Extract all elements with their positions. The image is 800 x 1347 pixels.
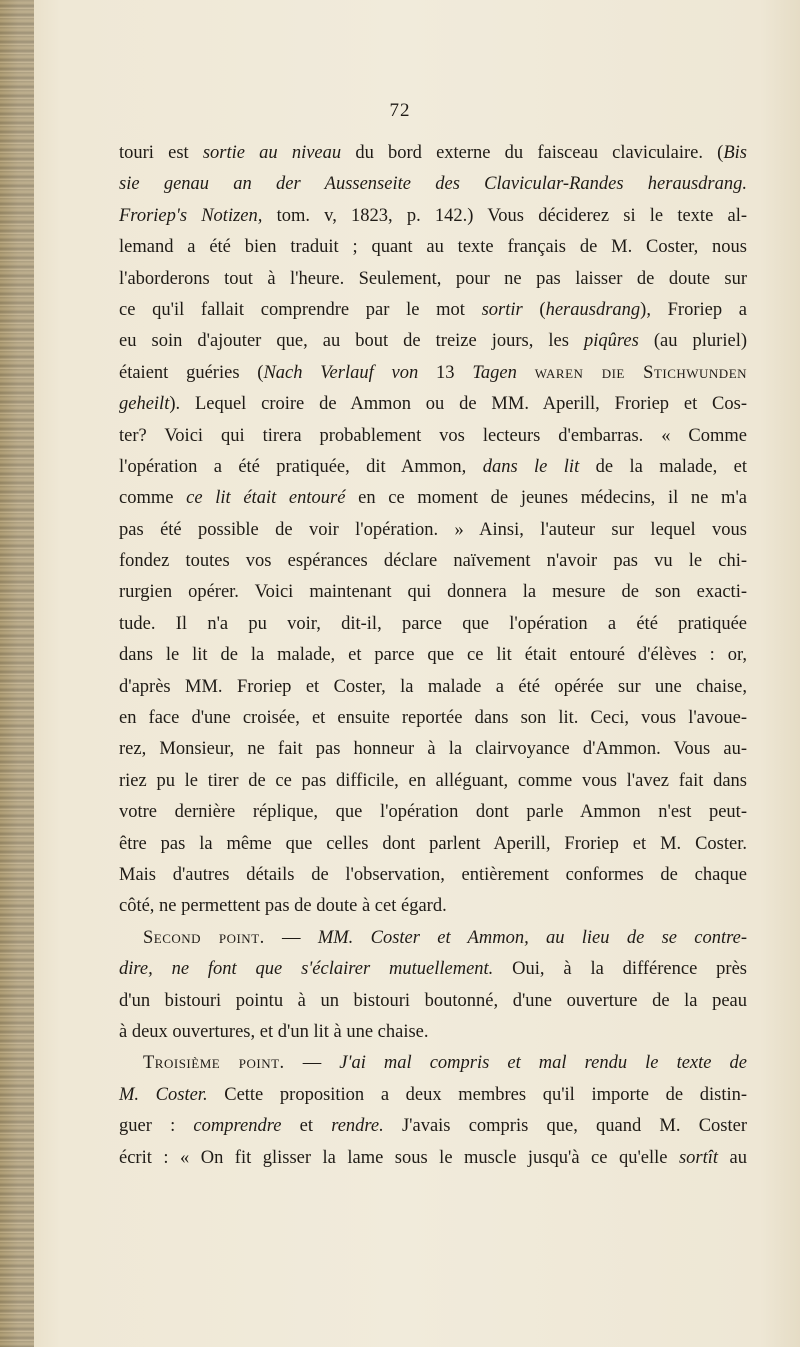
text-line [119,1111,747,1142]
text-span: étaient guéries ( [119,362,264,383]
text-span: d'un bistouri pointu à un bistouri boutonné, d'une ouverture de la peau [119,990,747,1011]
text-line [119,1080,747,1111]
page-number: 72 [389,100,411,121]
text-span: et [281,1116,332,1137]
text-line [119,232,747,263]
text-span [517,363,535,383]
text-line [119,829,747,860]
text-span: de la malade, et [579,456,747,477]
text-span: en ce moment de jeunes médecins, il ne m'a [345,488,747,509]
text-line [119,1048,747,1079]
text-line [119,358,747,389]
text-span: ), Froriep a [640,299,747,320]
text-line [119,326,747,357]
italic-span: sortir [481,299,523,320]
text-line [119,546,747,577]
text-line [119,295,747,326]
text-line [119,264,747,295]
italic-span: Bis [723,143,747,163]
italic-span: Tagen [472,362,517,383]
text-span: à deux ouvertures, et d'un lit à une chaise. [119,1021,429,1042]
text-span: l'opération a été pratiquée, dit Ammon, [119,456,483,477]
text-span: ce qu'il fallait comprendre par le mot [119,299,482,320]
text-line [119,1017,747,1048]
text-span: être pas la même que celles dont parlent Aperill, Froriep et M. Coster. [119,833,747,854]
italic-span: ce lit était entouré [186,488,346,509]
text-span: rez, Monsieur, ne fait pas honneur à la clairvoyance d'Ammon. Vous au- [119,739,747,760]
text-line [119,515,747,546]
text-span: Oui, à la différence près [493,959,747,980]
text-span: fondez toutes vos espérances déclare naïvement n'avoir pas vu le chi- [119,551,747,572]
page-gutter-edge [0,0,34,1347]
text-line [119,986,747,1017]
italic-span: piqûres [584,331,639,352]
text-span: — [264,927,318,948]
text-span: ( [522,299,546,320]
text-line [119,169,747,200]
text-span: Cette proposition a deux membres qu'il importe de distin- [207,1084,748,1105]
text-line [119,201,747,232]
text-span: au [718,1147,747,1168]
text-line [119,421,747,452]
text-span: eu soin d'ajouter que, au bout de treize jours, les [119,331,585,352]
text-span: l'aborderons tout à l'heure. Seulement, pour ne pas laisser de doute sur [119,268,747,289]
italic-span: dans le lit [482,456,580,477]
text-line [119,483,747,514]
text-span: 13 [418,362,473,383]
italic-span: dire, ne font que s'éclairer mutuellement. [119,959,494,980]
small-caps-span: Second point. [143,927,265,948]
text-span: (au pluriel) [638,331,747,352]
italic-span: Froriep's Notizen, [119,205,263,226]
text-span: d'après MM. Froriep et Coster, la malade a été opérée sur une chaise, [119,676,747,697]
text-span: votre dernière réplique, que l'opération dont parle Ammon n'est peut- [119,802,747,823]
text-span: ter? Voici qui tirera probablement vos lecteurs d'embarras. « Comme [119,425,747,446]
text-line [119,609,747,640]
text-span: ). Lequel croire de Ammon ou de MM. Aperill, Froriep et Cos- [169,394,747,415]
text-span: écrit : « On fit glisser la lame sous le muscle jusqu'à ce qu'elle [119,1147,679,1168]
text-line [119,452,747,483]
text-span: guer : [119,1116,194,1137]
text-span: en face d'une croisée, et ensuite reportée dans son lit. Ceci, vous l'avoue- [119,708,747,729]
text-span: J'avais compris que, quand M. Coster [383,1116,747,1137]
text-line [119,1143,747,1174]
text-line [119,860,747,891]
text-line [119,891,747,922]
italic-span: MM. Coster et Ammon, au lieu de se contre- [317,927,748,948]
text-span: comme [119,488,187,509]
text-span: — [284,1053,340,1074]
text-line [119,797,747,828]
italic-span: herausdrang [545,299,641,320]
text-line [119,640,747,671]
text-span: rurgien opérer. Voici maintenant qui donnera la mesure de son exacti- [119,582,747,603]
italic-span: sortie au niveau [202,143,342,163]
text-span: Mais d'autres détails de l'observation, entièrement conformes de chaque [119,864,747,885]
text-span: tom. v, 1823, p. 142.) Vous déciderez si le texte al- [262,205,747,226]
text-span: du bord externe du faisceau claviculaire. ( [341,143,724,163]
italic-span: rendre. [331,1116,384,1137]
text-line [119,734,747,765]
text-span: pas été possible de voir l'opération. » Ainsi, l'auteur sur lequel vous [119,519,747,540]
body-text [119,138,747,1174]
text-span: dans le lit de la malade, et parce que ce lit était entouré d'élèves : or, [119,645,747,666]
italic-span: sie genau an der Aussenseite des Clavicular-Randes herausdrang. [119,174,747,195]
small-caps-span: Troisième point. [143,1053,285,1074]
italic-span: J'ai mal compris et mal rendu le texte de [339,1053,747,1074]
text-span: lemand a été bien traduit ; quant au texte français de M. Coster, nous [119,237,747,258]
text-span: tude. Il n'a pu voir, dit-il, parce que l'opération a été pratiquée [119,613,747,634]
text-line [119,577,747,608]
text-line [119,923,747,954]
text-span: côté, ne permettent pas de doute à cet égard. [119,896,447,917]
text-line [119,766,747,797]
text-line [119,672,747,703]
text-line [119,954,747,985]
text-line [119,389,747,420]
text-line [119,138,747,169]
italic-span: geheilt [119,394,170,415]
small-caps-span: waren die Stichwunden [534,362,748,383]
text-span: riez pu le tirer de ce pas difficile, en alléguant, comme vous l'avez fait dans [119,770,747,791]
italic-span: M. Coster. [119,1084,208,1105]
italic-span: Nach Verlauf von [263,362,419,383]
text-span: touri est [119,143,203,163]
text-line [119,703,747,734]
italic-span: sortît [678,1147,719,1168]
italic-span: comprendre [193,1116,282,1137]
